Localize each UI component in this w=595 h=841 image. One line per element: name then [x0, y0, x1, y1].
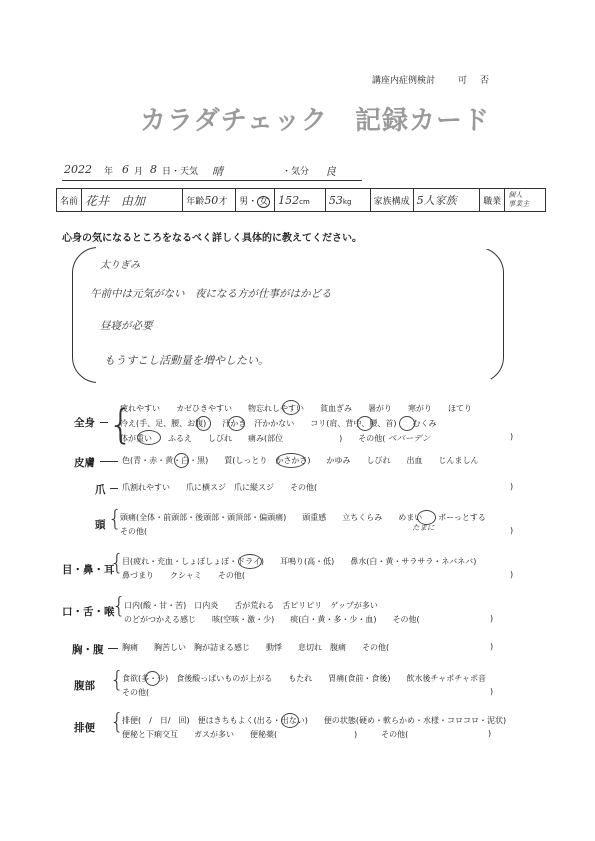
age-unit: 才	[218, 196, 228, 207]
excretion-row-2-other: ) その他(	[354, 730, 409, 739]
body-brace: {	[108, 402, 134, 448]
face-row-1: 目(疲れ・充血・しょぼしょぼ・ドライ) 耳鳴り(高・低) 鼻水(白・黄・サラサラ・ネバネバ)	[122, 557, 477, 566]
month-label: 月	[134, 167, 144, 177]
approve-option: 可	[458, 76, 468, 86]
notes-box-gap	[96, 245, 491, 249]
skin-row: 色(青・赤・黄・白・黒) 質(しっとり かさかさ) かゆみ しびれ 出血 じんましん	[122, 456, 479, 465]
chest-dash	[108, 648, 118, 649]
weight-unit: kg	[342, 197, 352, 206]
selected-mark-dizziness	[417, 510, 436, 525]
selected-mark-dry-eye	[238, 554, 262, 569]
section-label-body: 全身	[74, 417, 95, 429]
family-value: 5人家族	[413, 189, 480, 212]
selected-mark-forgetful	[282, 400, 300, 415]
mood-value: 良	[325, 165, 336, 178]
mouth-brace: {	[112, 594, 126, 619]
stomach-brace: {	[110, 668, 124, 693]
stomach-row-1: 食欲(多・少) 食後酸っぱいものが上がる もたれ 胃痛(食前・食後) 飲水後チャポチャポ音	[122, 674, 486, 683]
name-label: 名前	[57, 189, 82, 212]
section-label-face: 目・鼻・耳	[62, 564, 115, 576]
section-label-stomach: 腹部	[74, 680, 95, 692]
age-value: 50	[204, 193, 219, 207]
height-value: 152	[278, 193, 300, 207]
name-value: 花井 由加	[82, 189, 183, 212]
year-label: 年	[104, 167, 114, 177]
head-brace: {	[108, 507, 122, 532]
nail-dash	[110, 488, 118, 489]
note-line-4: もうすこし活動量を増やしたい。	[104, 354, 269, 367]
gender-cell	[236, 189, 275, 212]
page-title: カラダチェック 記録カード	[140, 106, 490, 136]
selected-mark-heavy-body	[137, 430, 161, 445]
selected-mark-appetite-high	[145, 671, 160, 686]
nail-close: )	[510, 482, 514, 491]
gender-female-selected: 女	[259, 196, 269, 207]
weight-value: 53	[328, 193, 343, 207]
body-row-3	[120, 432, 514, 444]
excretion-row-2-text: 便秘と下痢交互 ガスが多い 便秘薬(	[122, 730, 278, 739]
job-line-1: 個人	[508, 191, 523, 199]
age-cell	[183, 189, 236, 212]
year-value: 2022	[64, 163, 92, 176]
weather-value: 晴	[212, 165, 223, 178]
head-row-2: その他(	[120, 527, 148, 536]
section-label-skin: 皮膚	[74, 457, 95, 469]
gender-sep: ・	[248, 196, 258, 207]
selected-mark-cold-belly	[228, 416, 245, 431]
section-label-mouth: 口・舌・喉	[62, 606, 115, 618]
face-row-2: 鼻づまり クシャミ その他(	[122, 571, 245, 580]
stomach-close: )	[490, 687, 494, 696]
excretion-brace: {	[110, 710, 124, 735]
head-row-1: 頭痛(全体・前頭部・後頭部・頭頂部・偏頭痛) 頭重感 立ちくらみ めまい ボーっとする	[120, 513, 486, 522]
prompt-text: 心身の気になるところをなるべく詳しく具体的に教えてください。	[62, 233, 362, 244]
body-row-1: 疲れやすい カゼひきやすい 物忘れしやすい 貧血ぎみ 暑がり 寒がり ほてり	[120, 404, 472, 413]
chest-close: )	[490, 642, 494, 651]
body-dash	[100, 422, 108, 423]
gender-male: 男	[239, 196, 249, 207]
height-unit: cm	[299, 197, 310, 206]
age-label: 年齢	[186, 196, 205, 207]
section-label-nail: 爪	[95, 484, 106, 496]
selected-mark-back	[357, 416, 373, 431]
section-label-head: 頭	[95, 519, 106, 531]
mouth-close: )	[490, 614, 494, 623]
chest-row: 胸痛 胸苦しい 胸が詰まる感じ 動悸 息切れ 腹痛 その他(	[122, 643, 390, 652]
weight-cell	[325, 189, 370, 212]
family-label: 家族構成	[370, 189, 413, 212]
profile-table	[56, 188, 546, 212]
job-label: 職業	[480, 189, 505, 212]
mood-label: ・気分	[282, 167, 310, 177]
selected-mark-swelling	[399, 416, 415, 431]
head-dizziness-note: たまに	[412, 523, 435, 532]
face-brace: {	[110, 551, 124, 576]
job-value	[505, 189, 546, 212]
mouth-row-2: のどがつかえる感じ 咳(空咳・激・少) 痰(白・黄・多・少・血) その他(	[124, 615, 420, 624]
day-value: 8	[150, 163, 157, 176]
mouth-row-1: 口内(酸・甘・苦) 口内炎 舌が荒れる 舌ピリピリ ゲップが多い	[124, 601, 378, 610]
stomach-row-2: その他(	[122, 688, 150, 697]
body-row-3-close: )	[510, 432, 514, 441]
note-line-2: 午前中は元気がない 夜になる方が仕事がはかどる	[90, 288, 332, 300]
skin-dash	[100, 461, 118, 462]
day-label: 日・天気	[162, 167, 199, 177]
review-label: 講座内症例検討	[372, 76, 436, 86]
excretion-row-2	[122, 729, 409, 740]
reject-option: 否	[480, 76, 490, 86]
nail-row: 爪割れやすい 爪に横スジ 爪に縦スジ その他(	[122, 483, 318, 492]
head-close: )	[510, 526, 514, 535]
selected-mark-stool-out	[281, 713, 299, 728]
face-close: )	[510, 570, 514, 579]
section-label-excretion: 排便	[74, 722, 95, 734]
excretion-row-1: 排便( / 日/ 回) 便はきちもよく(出る・出ない) 便の状態(硬め・軟らかめ・水様・コロコロ・泥状)	[122, 716, 507, 725]
note-line-1: 太りぎみ	[100, 260, 140, 271]
height-cell	[275, 189, 326, 212]
body-row-2: 冷え(手、足、腰、お腹) 汗かき 汗かかない コリ(肩、背中、腰、首) むくみ	[120, 419, 437, 428]
selected-mark-cold-feet	[196, 416, 211, 431]
selected-mark-skin-yellow	[174, 453, 189, 468]
selected-mark-dry-skin	[276, 453, 306, 468]
month-value: 6	[122, 163, 129, 176]
excretion-close: )	[488, 729, 492, 738]
body-row-3-text: 体が重い ふるえ しびれ 痛み(部位 ) その他(	[120, 434, 386, 443]
date-underline	[62, 180, 362, 181]
notes-box-gap-bottom	[96, 379, 491, 383]
job-line-2: 事業主	[508, 200, 530, 208]
section-label-chest: 胸・腹	[72, 644, 104, 656]
date-row	[62, 164, 362, 178]
body-other-note: ペパーデン	[387, 434, 431, 444]
note-line-3: 昼寝が必要	[100, 320, 153, 332]
